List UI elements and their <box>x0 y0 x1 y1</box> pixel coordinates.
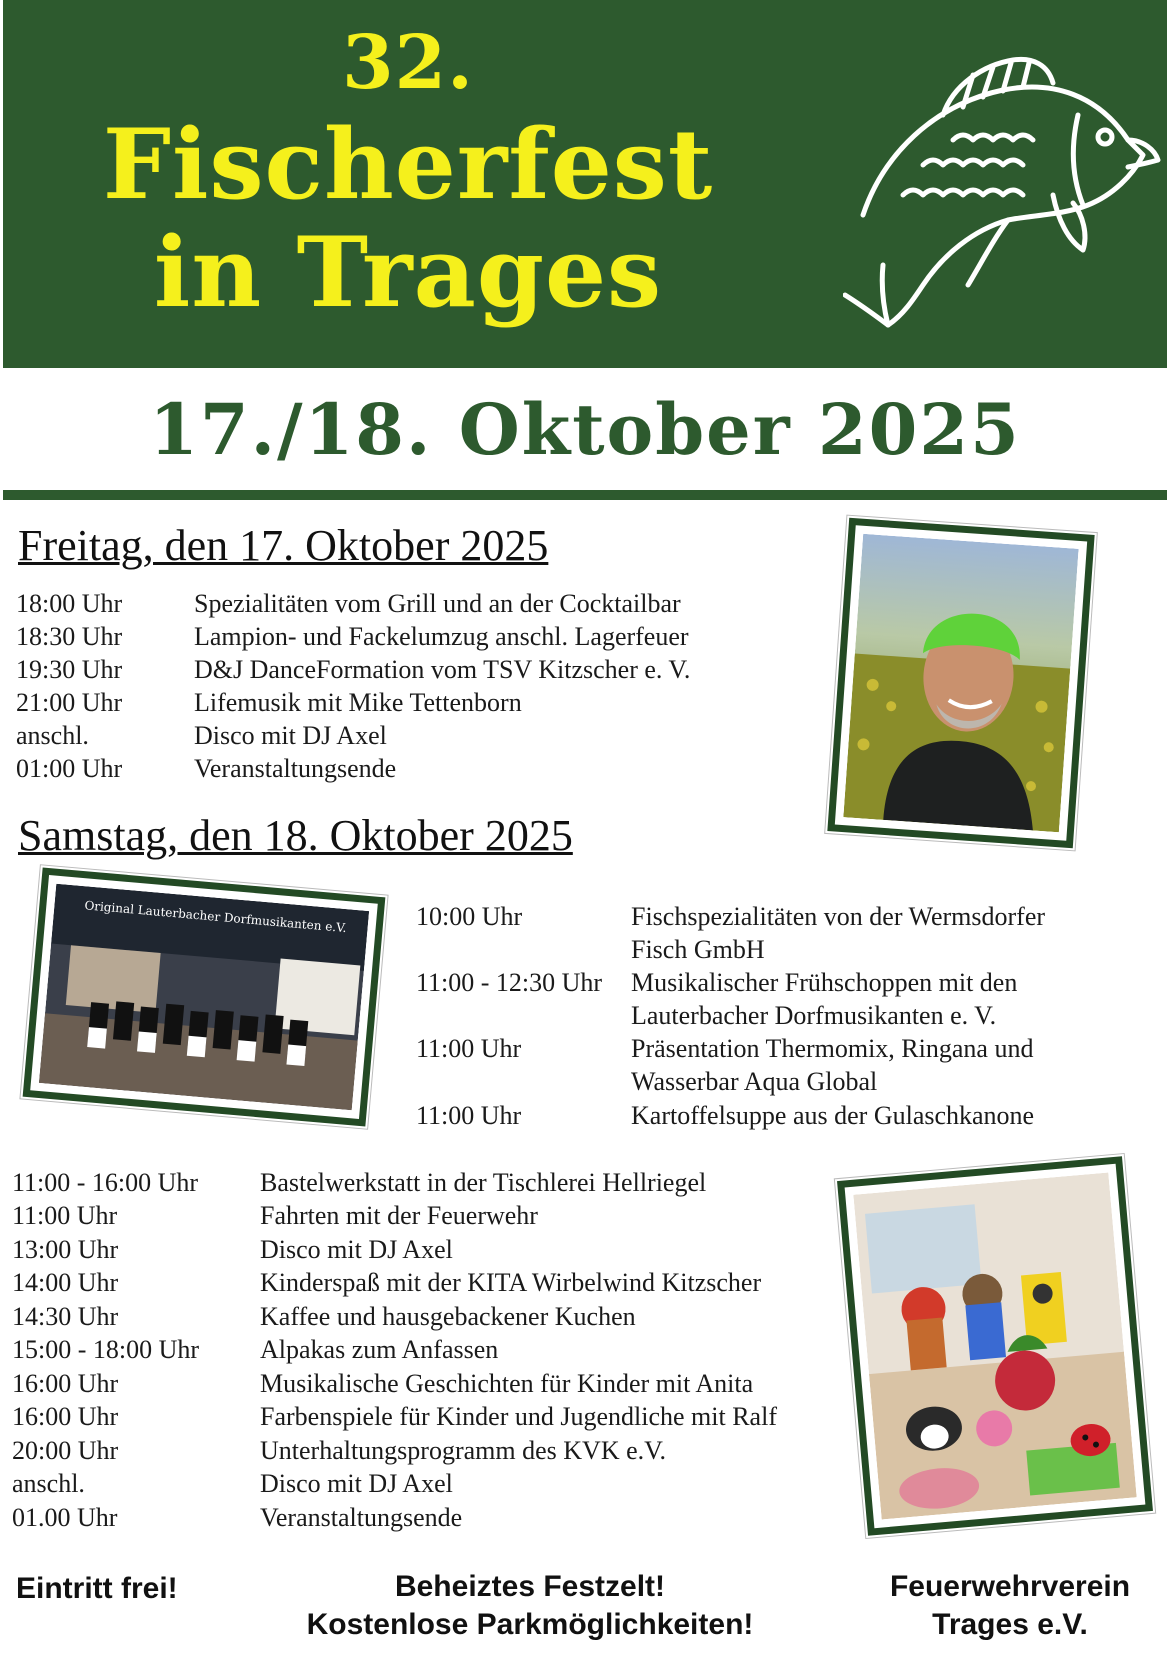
band-photo <box>23 867 386 1126</box>
event-time: 01.00 Uhr <box>12 1503 118 1532</box>
event-desc: Veranstaltungsende <box>260 1503 463 1532</box>
event-desc: Bastelwerkstatt in der Tischlerei Hellriegel <box>260 1168 707 1197</box>
event-time: 18:00 Uhr <box>16 589 123 618</box>
musician-photo <box>827 518 1094 848</box>
event-desc: Veranstaltungsende <box>194 754 397 783</box>
divider <box>3 490 1167 500</box>
event-desc: Kaffee und hausgebackener Kuchen <box>260 1302 636 1331</box>
event-desc: Unterhaltungsprogramm des KVK e.V. <box>260 1436 667 1465</box>
event-desc: D&J DanceFormation vom TSV Kitzscher e. V. <box>194 655 691 684</box>
heated-tent-text: Beheiztes Festzelt! <box>394 1570 666 1603</box>
event-time: anschl. <box>12 1469 85 1498</box>
event-desc: Disco mit DJ Axel <box>260 1469 453 1498</box>
jumping-fish-icon <box>843 45 1163 335</box>
event-time: 14:30 Uhr <box>12 1302 119 1331</box>
event-desc: Musikalische Geschichten für Kinder mit Anita <box>260 1369 754 1398</box>
event-time: 18:30 Uhr <box>16 622 123 651</box>
organizer-location-text: Trages e.V. <box>932 1608 1088 1641</box>
event-desc: Disco mit DJ Axel <box>260 1235 453 1264</box>
schedule-row <box>416 900 1156 966</box>
event-desc: Präsentation Thermomix, Ringana und <box>631 1034 1034 1063</box>
event-desc: Fischspezialitäten von der Wermsdorfer <box>631 902 1046 931</box>
event-title: Fischerfest <box>102 108 714 221</box>
event-desc-continued: Wasserbar Aqua Global <box>631 1067 878 1096</box>
crafts-display-image <box>853 1172 1136 1519</box>
event-time: 15:00 - 18:00 Uhr <box>12 1335 200 1364</box>
parking-text: Kostenlose Parkmöglichkeiten! <box>306 1608 754 1641</box>
event-time: 11:00 Uhr <box>12 1201 118 1230</box>
musician-portrait-image <box>843 534 1078 832</box>
event-date-banner: 17./18. Oktober 2025 <box>149 388 1021 471</box>
event-time: 19:30 Uhr <box>16 655 123 684</box>
edition-number: 32. <box>342 20 474 106</box>
event-desc: Lampion- und Fackelumzug anschl. Lagerfeuer <box>194 622 689 651</box>
event-time: 10:00 Uhr <box>416 902 523 931</box>
event-time: 13:00 Uhr <box>12 1235 119 1264</box>
band-photo-caption: Original Lauterbacher Dorfmusikanten e.V. <box>83 898 348 936</box>
event-desc-continued: Lauterbacher Dorfmusikanten e. V. <box>631 1001 997 1030</box>
schedule-row <box>416 1032 1156 1098</box>
event-time: 14:00 Uhr <box>12 1268 119 1297</box>
event-desc-continued: Fisch GmbH <box>631 935 765 964</box>
event-desc: Kinderspaß mit der KITA Wirbelwind Kitzscher <box>260 1268 762 1297</box>
event-time: 11:00 Uhr <box>416 1101 522 1130</box>
schedule-row <box>416 966 1156 1032</box>
event-time: 20:00 Uhr <box>12 1436 119 1465</box>
friday-heading: Freitag, den 17. Oktober 2025 <box>18 521 549 570</box>
event-time: 21:00 Uhr <box>16 688 123 717</box>
crafts-photo <box>837 1156 1153 1536</box>
event-time: 11:00 Uhr <box>416 1034 522 1063</box>
saturday-heading: Samstag, den 18. Oktober 2025 <box>18 811 573 860</box>
event-desc: Disco mit DJ Axel <box>194 721 387 750</box>
event-desc: Alpakas zum Anfassen <box>260 1335 499 1364</box>
event-desc: Farbenspiele für Kinder und Jugendliche mit Ralf <box>260 1402 777 1431</box>
event-desc: Musikalischer Frühschoppen mit den <box>631 968 1018 997</box>
header-banner <box>3 0 1167 368</box>
event-time: 11:00 - 12:30 Uhr <box>416 968 603 997</box>
event-time: 01:00 Uhr <box>16 754 123 783</box>
event-desc: Kartoffelsuppe aus der Gulaschkanone <box>631 1101 1035 1130</box>
event-time: 11:00 - 16:00 Uhr <box>12 1168 199 1197</box>
event-time: 16:00 Uhr <box>12 1369 119 1398</box>
organizer-name-text: Feuerwehrverein <box>889 1570 1131 1603</box>
event-desc: Lifemusik mit Mike Tettenborn <box>194 688 522 717</box>
event-time: 16:00 Uhr <box>12 1402 119 1431</box>
free-entry-text: Eintritt frei! <box>16 1572 178 1605</box>
event-desc: Spezialitäten vom Grill und an der Cocktailbar <box>194 589 681 618</box>
event-desc: Fahrten mit der Feuerwehr <box>260 1201 538 1230</box>
event-time: anschl. <box>16 721 89 750</box>
event-location: in Trages <box>153 216 663 329</box>
